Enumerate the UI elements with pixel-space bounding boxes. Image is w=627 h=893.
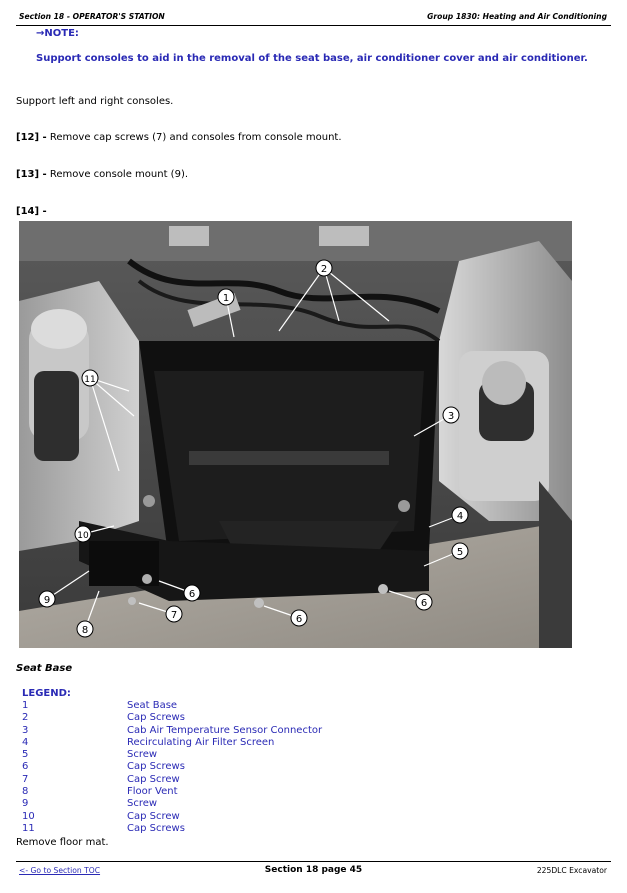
svg-text:4: 4 xyxy=(456,511,464,522)
page-header xyxy=(16,11,611,26)
callout-9 xyxy=(39,591,55,607)
svg-text:6: 6 xyxy=(188,589,196,600)
svg-text:5: 5 xyxy=(456,547,464,558)
svg-text:2: 2 xyxy=(320,264,328,275)
step-13 xyxy=(16,169,188,180)
callout-8 xyxy=(77,621,93,637)
svg-text:3: 3 xyxy=(447,411,455,422)
callout-10 xyxy=(75,526,91,542)
figure-caption: Seat Base xyxy=(16,663,73,674)
svg-text:8: 8 xyxy=(81,625,89,636)
page-number: Section 18 page 45 xyxy=(264,865,363,875)
svg-text:6: 6 xyxy=(420,598,428,609)
callout-4 xyxy=(452,507,468,523)
svg-text:10: 10 xyxy=(77,531,89,541)
step-12-text: Remove cap screws (7) and consoles from console mount. xyxy=(49,132,342,143)
step-text-floor-mat: Remove floor mat. xyxy=(16,837,109,848)
callout-6b xyxy=(416,594,432,610)
step-12 xyxy=(16,132,342,143)
seat-base-photo xyxy=(19,221,572,648)
step-14-label: [14] - xyxy=(16,206,47,217)
step-text-support: Support left and right consoles. xyxy=(16,96,174,107)
model-name: 225DLC Excavator xyxy=(536,866,607,875)
toc-link[interactable]: <- Go to Section TOC xyxy=(19,866,101,875)
group-title: Group 1830: Heating and Air Conditioning xyxy=(427,12,607,21)
note-text: Support consoles to aid in the removal of the seat base, air conditioner cover and air conditioner. xyxy=(36,53,588,64)
svg-text:9: 9 xyxy=(43,595,51,606)
step-14 xyxy=(16,206,47,217)
callout-7 xyxy=(166,606,182,622)
note-title: →NOTE: xyxy=(36,28,79,39)
svg-text:11: 11 xyxy=(84,375,96,385)
step-12-label: [12] - xyxy=(16,132,47,143)
legend-title: LEGEND: xyxy=(22,688,71,699)
callout-6c xyxy=(291,610,307,626)
step-13-label: [13] - xyxy=(16,169,47,180)
callout-1 xyxy=(218,289,234,305)
callout-2 xyxy=(316,260,332,276)
section-title: Section 18 - OPERATOR'S STATION xyxy=(19,12,165,21)
page-footer xyxy=(16,861,611,882)
callout-6a xyxy=(184,585,200,601)
step-13-text: Remove console mount (9). xyxy=(49,169,189,180)
svg-text:6: 6 xyxy=(295,614,303,625)
callout-3 xyxy=(443,407,459,423)
callout-5 xyxy=(452,543,468,559)
callout-11 xyxy=(82,370,98,386)
svg-text:1: 1 xyxy=(222,293,230,304)
svg-text:7: 7 xyxy=(170,610,178,621)
